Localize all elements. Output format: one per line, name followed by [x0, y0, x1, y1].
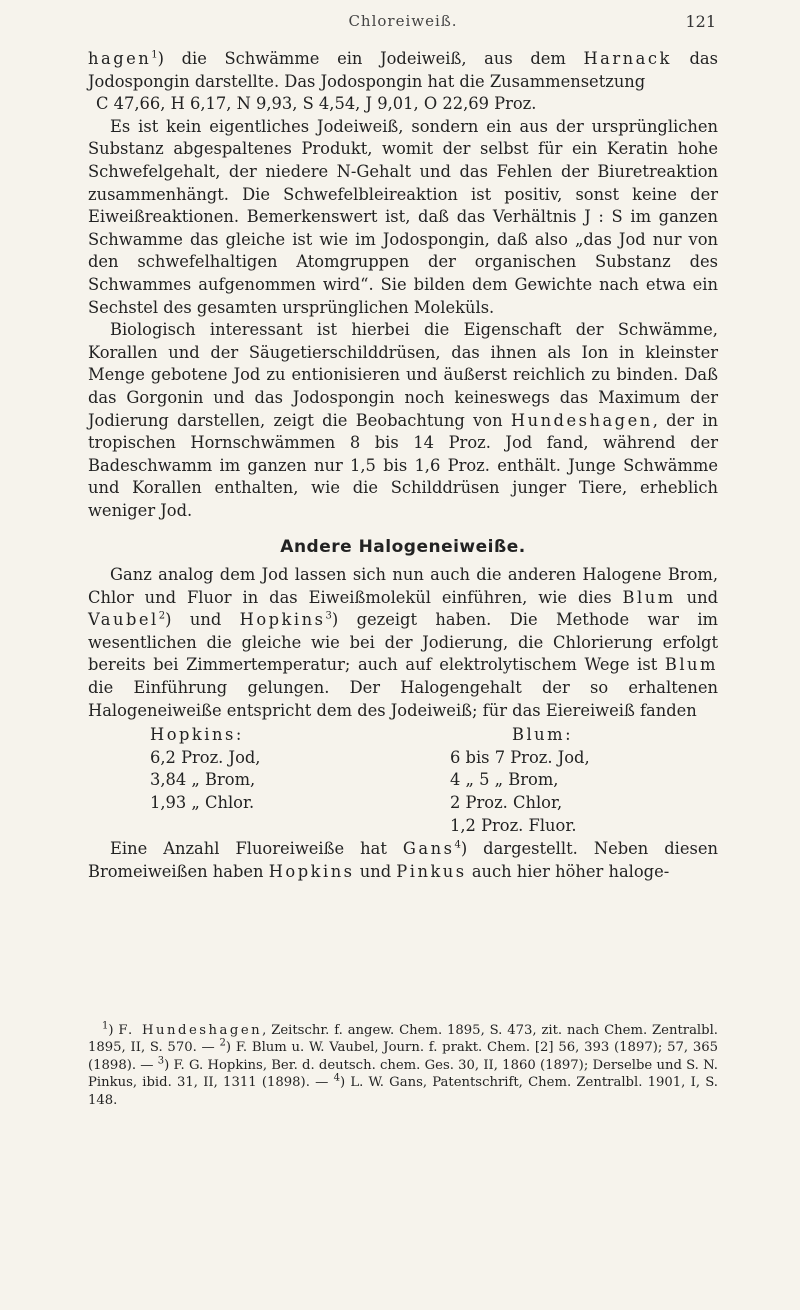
formula: C 47,66, H 6,17, N 9,93, S 4,54, J 9,01, O 22,69 Proz. — [96, 94, 537, 114]
footnote-ref[interactable]: 2 — [158, 610, 166, 622]
paragraph-5: Eine Anzahl Fluoreiweiße hat Gans$^4$) dargestellt. Neben diesen Bromeiweißen haben Hopkins und Pinkus auch hier höher haloge- — [88, 839, 718, 881]
body-text — [88, 48, 718, 883]
paragraph-1: hagen$^1$) die Schwämme ein Jodeiweiß, aus dem Harnack das Jodospongin darstellte. Das Jodospongin hat die Zusammensetzung — [88, 49, 718, 91]
author-name: Harnack — [583, 49, 672, 68]
footnote-block: $^1$) F. Hundeshagen, Zeitschr. f. angew. Chem. 1895, S. 473, zit. nach Chem. Zentralbl. 1895, II, S. 570. — $^2$) F. Blum u. W. Vaubel, Journ. f. prakt. Chem. [2] 56, 393 (1897); 57, 365 (1898). — $^3$) F. G. Hopkins, Ber. d. deutsch. chem. Ges. 30, II, 1860 (1897); Derselbe und S. N. Pinkus, ibid. 31, II, 1311 (1898). — $^4$) L. W. Gans, Patentschrift, Chem. Zentralbl. 1901, I, S. 148. — [88, 1020, 719, 1108]
footnotes — [88, 1022, 718, 1109]
column-row: 6,2 Proz. Jod, — [150, 747, 261, 767]
column-row: 1,93 „ Chlor. — [150, 793, 255, 812]
author-name: Hundeshagen — [510, 410, 653, 430]
author-name: Hopkins — [239, 610, 326, 630]
footnote-mark: 1 — [102, 1020, 109, 1032]
paragraph-4: Ganz analog dem Jod lassen sich nun auch die anderen Halogene Brom, Chlor und Fluor in das Eiweißmolekül einführen, wie dies Blum und Vaubel$^2$) und Hopkins$^3$) gezeigt haben. Die Methode war im wesentlichen die gleiche wie bei der Jodierung, die Chlorierung erfolgt bereits bei Zimmertemperatur; auch auf elektrolytischem Wege ist Blum die Einführung gelungen. Der Halogengehalt der so erhaltenen Halogeneiweiße entspricht dem des Jodeiweiß; für das Eiereiweiß fanden — [88, 565, 718, 720]
footnote-ref[interactable]: 4 — [454, 839, 461, 851]
column-row: 6 bis 7 Proz. Jod, — [450, 747, 590, 767]
column-row: 2 Proz. Chlor, — [450, 793, 563, 812]
paragraph-2: Es ist kein eigentliches Jodeiweiß, sondern ein aus der ursprünglichen Substanz abgespaltenes Produkt, womit der selbst für ein Keratin hohe Schwefelgehalt, der niedere N-Gehalt und das Fehlen der Biuretreaktion zusammenhängt. Die Schwefelbleireaktion ist positiv, sonst keine der Eiweißreaktionen. Bemerkenswert ist, daß das Verhältnis J : S im ganzen Schwamme das gleiche ist wie im Jodospongin, daß also „das Jod nur von den schwefelhaltigen Atomgruppen der organischen Substanz des Schwammes aufgenommen wird“. Sie bilden dem Gewichte nach etwa ein Sechstel des gesamten ursprünglichen Moleküls. — [88, 116, 718, 317]
footnote-ref[interactable]: 1 — [151, 49, 158, 61]
footnote-ref[interactable]: 3 — [325, 610, 332, 622]
author-name: Hopkins — [268, 861, 355, 881]
footnote-mark: 2 — [219, 1038, 226, 1050]
footnote-mark: 4 — [333, 1072, 340, 1084]
author-name: Pinkus — [396, 861, 467, 881]
hopkins-column — [150, 724, 260, 814]
page-number: 121 — [685, 12, 716, 31]
author-name: Gans — [402, 839, 455, 859]
author-name: Blum — [622, 587, 676, 607]
paragraph-3: Biologisch interessant ist hierbei die Eigenschaft der Schwämme, Korallen und der Säugetierschilddrüsen, das ihnen als Ion in kleinster Menge gebotene Jod zu entionisieren und äußerst reichlich zu binden. Daß das Gorgonin und das Jodospongin noch keineswegs das Maximum der Jodierung darstellen, zeigt die Beobachtung von Hundeshagen, der in tropischen Hornschwämmen 8 bis 14 Proz. Jod fand, während der Badeschwamm im ganzen nur 1,5 bis 1,6 Proz. enthält. Junge Schwämme und Korallen enthalten, wie die Schilddrüsen junger Tiere, erheblich weniger Jod. — [88, 320, 719, 520]
author-name: hagen — [88, 49, 152, 68]
column-heading: Hopkins: — [150, 725, 244, 745]
blum-column — [450, 724, 590, 837]
results-columns — [88, 724, 718, 838]
column-heading: Blum: — [512, 725, 574, 745]
footnote-mark: 3 — [157, 1055, 165, 1067]
column-row: 3,84 „ Brom, — [150, 770, 256, 790]
running-head — [88, 12, 718, 36]
section-heading: Andere Halogeneiweiße. — [280, 537, 526, 558]
author-name: Vaubel — [88, 610, 159, 630]
column-row: 4 „ 5 „ Brom, — [450, 770, 559, 790]
running-title: Chloreiweiß. — [348, 12, 458, 30]
column-row: 1,2 Proz. Fluor. — [450, 815, 577, 835]
author-name: Blum — [664, 655, 718, 675]
author-name: F. Hundeshagen — [118, 1023, 263, 1038]
